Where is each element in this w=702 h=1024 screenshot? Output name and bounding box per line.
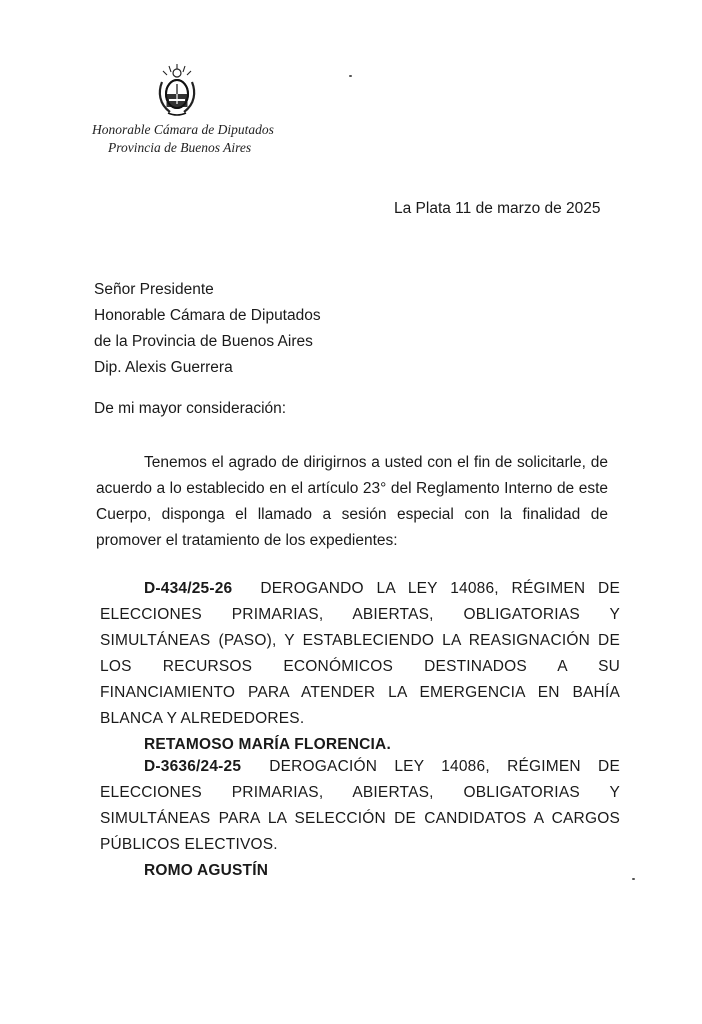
expediente-code: D-3636/24-25 <box>144 758 242 775</box>
institution-name: Honorable Cámara de Diputados <box>92 122 274 137</box>
expediente-code: D-434/25-26 <box>144 580 233 597</box>
recipient-line-1: Señor Presidente <box>94 281 214 298</box>
recipient-line-2: Honorable Cámara de Diputados <box>94 307 321 324</box>
recipient-block <box>94 277 321 381</box>
letter-date: La Plata 11 de marzo de 2025 <box>394 200 601 217</box>
institution-header <box>92 121 274 157</box>
recipient-line-4: Dip. Alexis Guerrera <box>94 359 233 376</box>
expediente-author: RETAMOSO MARÍA FLORENCIA. <box>144 736 391 753</box>
scan-speck <box>349 75 352 77</box>
expediente-item <box>100 754 620 884</box>
expediente-description: DEROGACIÓN LEY 14086, RÉGIMEN DE ELECCIONES PRIMARIAS, ABIERTAS, OBLIGATORIAS Y SIMULTÁNEAS PARA LA SELECCIÓN DE CANDIDATOS A CARGOS PÚBLICOS ELECTIVOS. <box>100 758 620 853</box>
institution-province: Provincia de Buenos Aires <box>108 140 252 155</box>
scan-speck <box>632 878 635 880</box>
recipient-line-3: de la Provincia de Buenos Aires <box>94 333 313 350</box>
expediente-author: ROMO AGUSTÍN <box>144 862 269 879</box>
body-paragraph <box>96 450 608 554</box>
body-text: Tenemos el agrado de dirigirnos a usted con el fin de solicitarle, de acuerdo a lo establecido en el artículo 23° del Reglamento Interno de este Cuerpo, disponga el llamado a sesión especial con la finalidad de promover el tratamiento de los expedientes: <box>96 454 608 549</box>
expediente-item <box>100 576 620 758</box>
national-coat-of-arms-icon <box>156 62 198 118</box>
salutation: De mi mayor consideración: <box>94 400 287 417</box>
expediente-description: DEROGANDO LA LEY 14086, RÉGIMEN DE ELECCIONES PRIMARIAS, ABIERTAS, OBLIGATORIAS Y SIMULTÁNEAS (PASO), Y ESTABLECIENDO LA REASIGNACIÓN DE LOS RECURSOS ECONÓMICOS DESTINADOS A SU FINANCIAMIENTO PARA ATENDER LA EMERGENCIA EN BAHÍA BLANCA Y ALREDEDORES. <box>100 580 620 727</box>
